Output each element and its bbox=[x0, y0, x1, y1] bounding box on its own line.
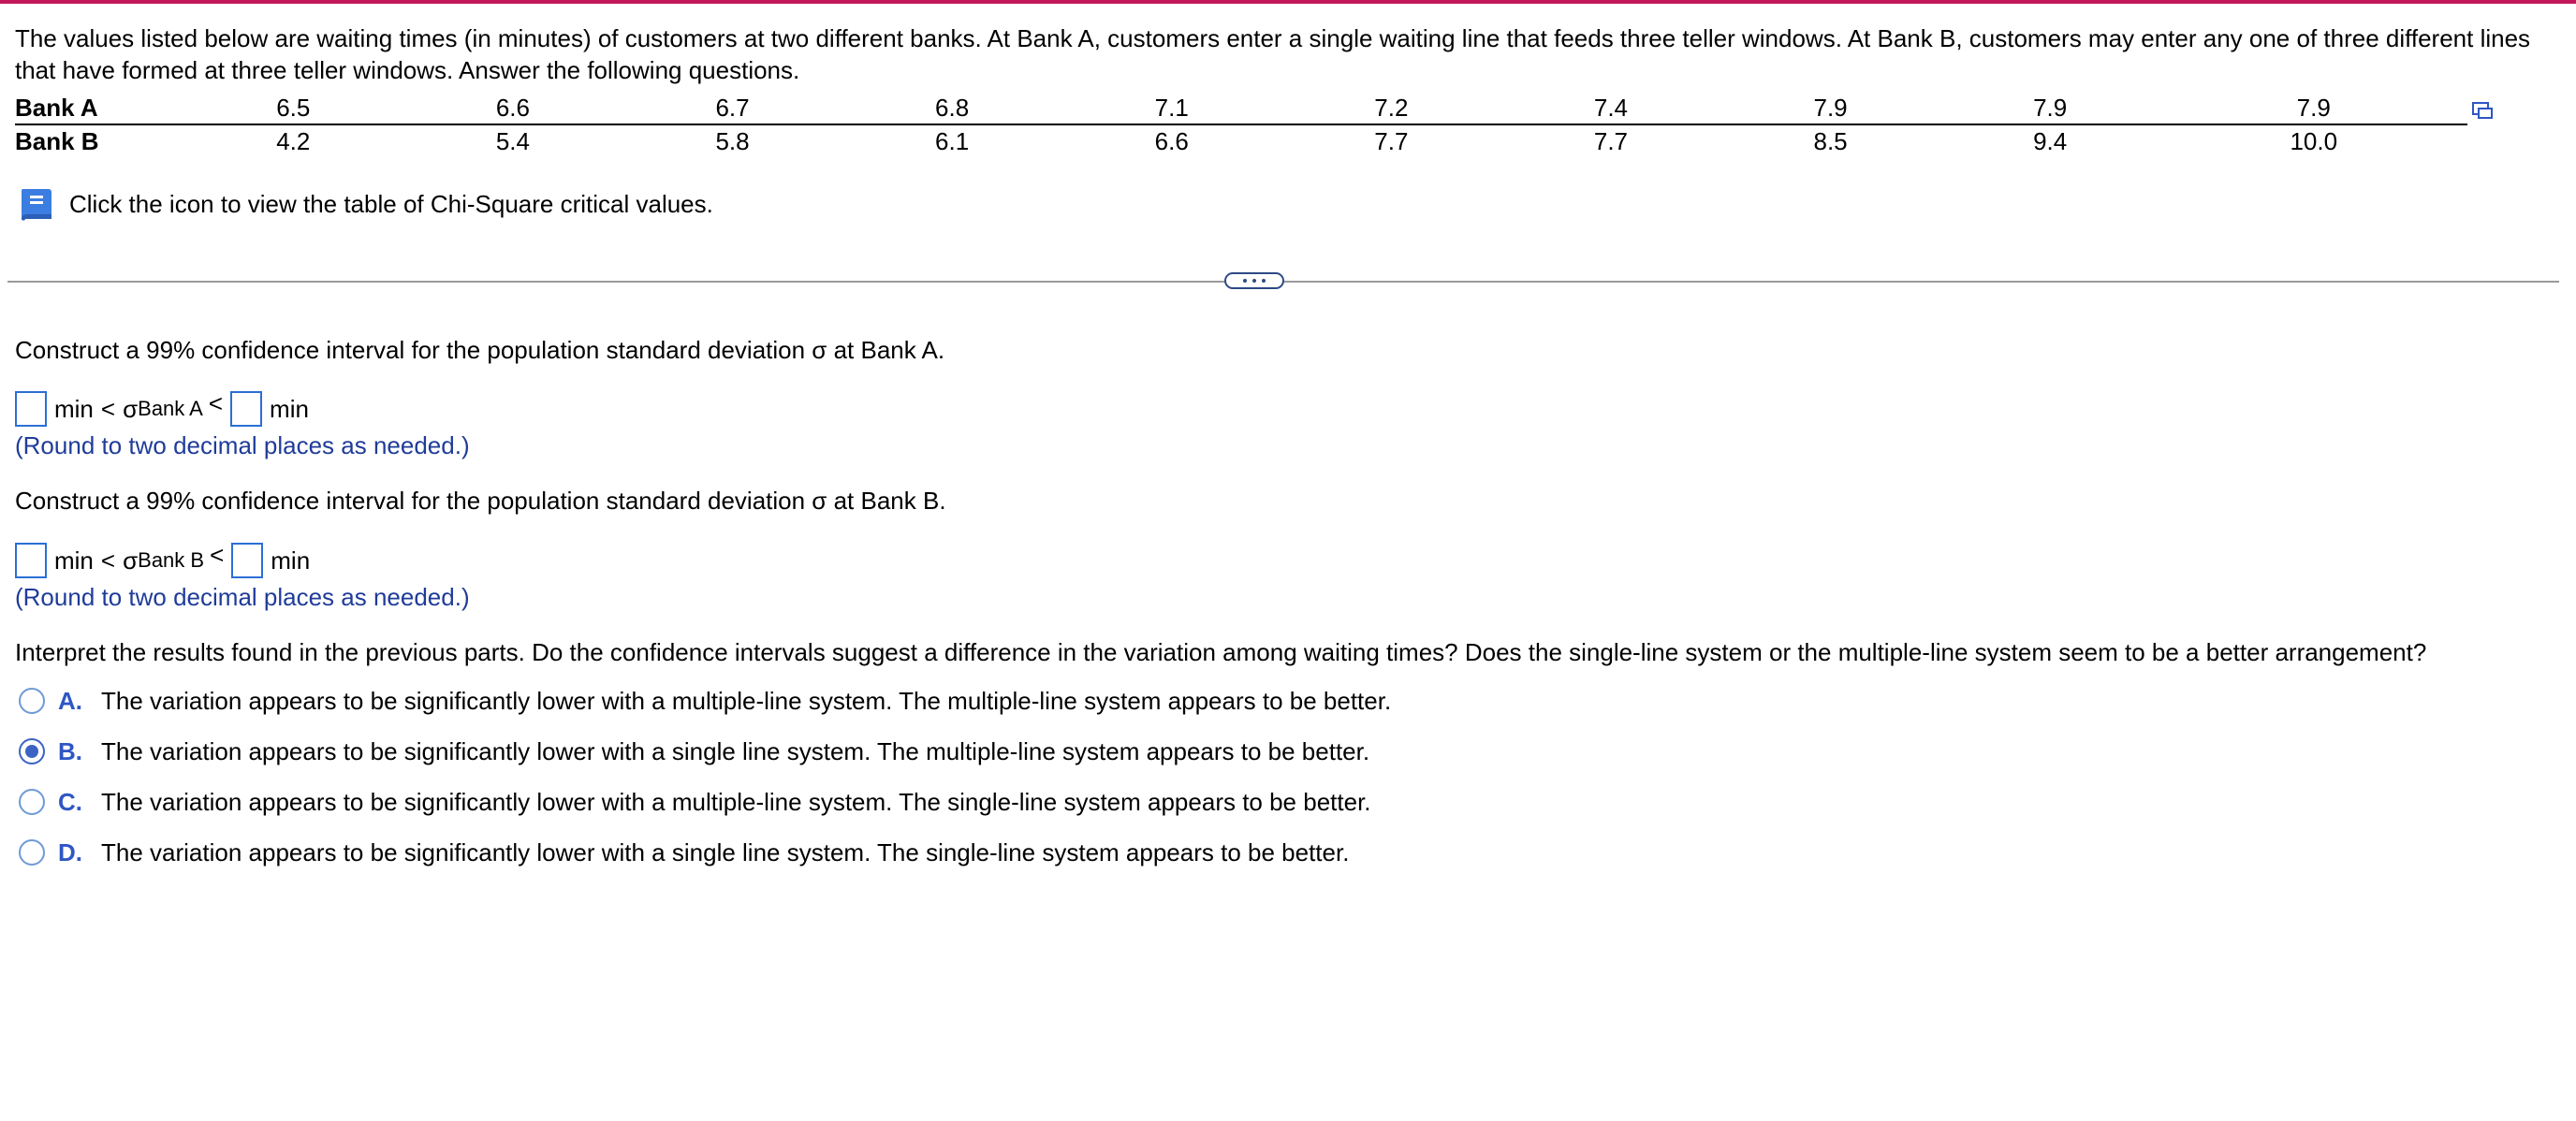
sigma-symbol: σ bbox=[123, 546, 139, 575]
unit-label: min bbox=[271, 546, 311, 575]
less-than-symbol: < bbox=[210, 540, 225, 569]
table-cell: 7.9 bbox=[1940, 92, 2160, 124]
table-cell: 5.8 bbox=[715, 127, 750, 155]
option-letter: B. bbox=[58, 736, 82, 765]
table-cell: 6.6 bbox=[1154, 127, 1189, 155]
dot bbox=[1262, 279, 1266, 283]
table-cell: 10.0 bbox=[2290, 127, 2338, 155]
question-bank-b: Construct a 99% confidence interval for the population standard deviation σ at Bank B. bbox=[15, 487, 946, 515]
radio-option-b-selected[interactable] bbox=[19, 738, 45, 764]
option-text: The variation appears to be significantly lower with a single line system. The multiple-line system appears to be better. bbox=[101, 736, 1370, 765]
question-bank-a: Construct a 99% confidence interval for the population standard deviation σ at Bank A. bbox=[15, 336, 945, 364]
table-cell: 7.2 bbox=[1281, 92, 1501, 124]
rounding-hint-bank-a: (Round to two decimal places as needed.) bbox=[15, 431, 470, 459]
dot bbox=[1243, 279, 1247, 283]
dot bbox=[1252, 279, 1256, 283]
option-a[interactable] bbox=[19, 684, 1391, 718]
option-letter: C. bbox=[58, 787, 82, 816]
more-options-button[interactable] bbox=[1224, 272, 1284, 289]
option-letter: A. bbox=[58, 686, 82, 715]
table-cell: 7.7 bbox=[1374, 127, 1409, 155]
table-cell: 5.4 bbox=[495, 127, 530, 155]
radio-option-a[interactable] bbox=[19, 688, 45, 714]
table-cell: 6.1 bbox=[935, 127, 970, 155]
table-cell: 6.5 bbox=[183, 92, 403, 124]
sigma-subscript: Bank B bbox=[138, 548, 205, 572]
table-cell: 7.9 bbox=[2159, 92, 2467, 124]
ci-row-bank-b bbox=[15, 541, 317, 580]
table-cell: 7.1 bbox=[1061, 92, 1281, 124]
option-c[interactable] bbox=[19, 785, 1371, 819]
option-b[interactable] bbox=[19, 735, 1369, 768]
option-d[interactable] bbox=[19, 836, 1349, 869]
table-cell: 4.2 bbox=[276, 127, 311, 155]
table-cell: 6.8 bbox=[842, 92, 1062, 124]
table-cell: 8.5 bbox=[1813, 127, 1848, 155]
table-row-bank-a bbox=[15, 92, 2467, 124]
row-label: Bank A bbox=[15, 92, 183, 124]
unit-label: min bbox=[270, 394, 309, 423]
sigma-subscript: Bank A bbox=[138, 397, 203, 420]
top-accent-bar bbox=[0, 0, 2576, 4]
row-label: Bank B bbox=[15, 127, 99, 155]
table-cell: 9.4 bbox=[2033, 127, 2068, 155]
waiting-times-table bbox=[15, 92, 2467, 157]
table-cell: 7.4 bbox=[1501, 92, 1721, 124]
table-cell: 7.9 bbox=[1720, 92, 1940, 124]
less-than-symbol: < bbox=[100, 394, 116, 423]
chi-square-table-link bbox=[15, 185, 713, 223]
option-text: The variation appears to be significantly lower with a multiple-line system. The multiple-line system appears to be better. bbox=[101, 686, 1392, 715]
option-text: The variation appears to be significantly lower with a single line system. The single-line system appears to be better. bbox=[101, 837, 1350, 866]
book-icon[interactable] bbox=[15, 185, 56, 223]
upper-bound-input-bank-b[interactable] bbox=[231, 543, 263, 578]
radio-option-c[interactable] bbox=[19, 789, 45, 815]
sigma-symbol: σ bbox=[123, 394, 139, 423]
table-cell: 6.6 bbox=[403, 92, 623, 124]
lower-bound-input-bank-b[interactable] bbox=[15, 543, 47, 578]
copy-table-icon[interactable] bbox=[2471, 101, 2494, 120]
table-cell: 7.7 bbox=[1593, 127, 1629, 155]
chi-square-link-text: Click the icon to view the table of Chi-Square critical values. bbox=[69, 189, 713, 218]
less-than-symbol: < bbox=[208, 388, 224, 417]
radio-option-d[interactable] bbox=[19, 839, 45, 866]
question-interpretation: Interpret the results found in the previous parts. Do the confidence intervals suggest a difference in the variation among waiting times? Does the single-line system or the multiple-line system seem to be a better arrangement? bbox=[15, 638, 2427, 666]
problem-intro: The values listed below are waiting times (in minutes) of customers at two different banks. At Bank A, customers enter a single waiting line that feeds three teller windows. At Bank B, customers may enter any one of three different lines that have formed at three teller windows. Answer the following questions. bbox=[15, 24, 2531, 84]
less-than-symbol: < bbox=[100, 546, 116, 575]
table-cell: 6.7 bbox=[622, 92, 842, 124]
ci-row-bank-a bbox=[15, 389, 316, 429]
rounding-hint-bank-b: (Round to two decimal places as needed.) bbox=[15, 583, 470, 611]
upper-bound-input-bank-a[interactable] bbox=[230, 391, 262, 427]
unit-label: min bbox=[54, 546, 94, 575]
option-text: The variation appears to be significantly lower with a multiple-line system. The single-line system appears to be better. bbox=[101, 787, 1371, 816]
unit-label: min bbox=[54, 394, 94, 423]
table-row-bank-b bbox=[15, 124, 2467, 157]
lower-bound-input-bank-a[interactable] bbox=[15, 391, 47, 427]
option-letter: D. bbox=[58, 837, 82, 866]
